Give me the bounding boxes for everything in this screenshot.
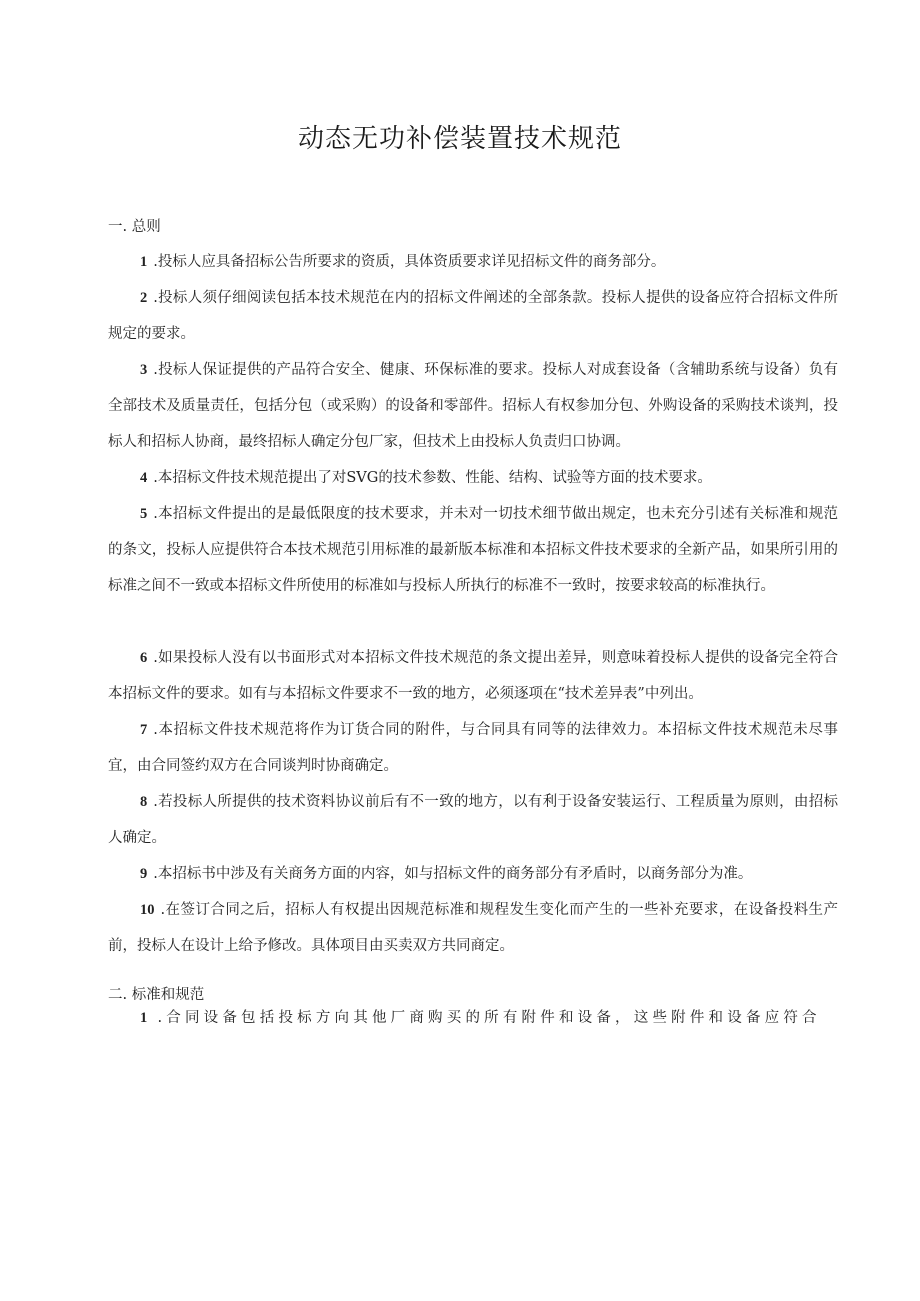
clause-number: 2	[140, 290, 148, 306]
clause-6	[108, 640, 838, 712]
clause-text: .投标人保证提供的产品符合安全、健康、环保标准的要求。投标人对成套设备（含辅助系统与设备）负有全部技术及质量责任，包括分包（或采购）的设备和零部件。招标人有权参加分包、外购设备的采购技术谈判，投标人和招标人协商，最终招标人确定分包厂家，但技术上由投标人负责归口协调。	[108, 362, 838, 450]
clause-text: .本招标文件提出的是最低限度的技术要求，并未对一切技术细节做出规定，也未充分引述有关标准和规范的条文，投标人应提供符合本技术规范引用标准的最新版本标准和本招标文件技术要求的全新产品，如果所引用的标准之间不一致或本招标文件所使用的标准如与投标人所执行的标准不一致时，按要求较高的标准执行。	[108, 506, 838, 594]
clause-7	[108, 712, 838, 784]
clause-number: 6	[140, 650, 148, 666]
clause-number: 9	[140, 866, 148, 882]
clause-text: .合同设备包括投标方向其他厂商购买的所有附件和设备，这些附件和设备应符合	[157, 1010, 821, 1026]
clause-9	[108, 856, 838, 892]
clause-number: 1	[140, 1010, 152, 1026]
clause-text: .投标人应具备招标公告所要求的资质，具体资质要求详见招标文件的商务部分。	[153, 254, 666, 270]
clause-text: .本招标文件技术规范提出了对SVG的技术参数、性能、结构、试验等方面的技术要求。	[153, 470, 712, 486]
clause-8	[108, 784, 838, 856]
clause-1	[108, 244, 838, 280]
section-heading-standards: 二. 标准和规范	[108, 987, 205, 1003]
section-heading-general: 一. 总则	[108, 219, 161, 235]
clause-number: 7	[140, 722, 148, 738]
clause-3	[108, 352, 838, 460]
clause-text: .本招标书中涉及有关商务方面的内容，如与招标文件的商务部分有矛盾时，以商务部分为准。	[153, 866, 753, 882]
clause-10	[108, 892, 838, 964]
standards-clause-1	[108, 1000, 838, 1036]
clause-number: 5	[140, 506, 148, 522]
clause-number: 4	[140, 470, 148, 486]
clause-4	[108, 460, 838, 496]
clause-number: 3	[140, 362, 148, 378]
clause-number: 10	[140, 902, 155, 918]
clause-number: 8	[140, 794, 148, 810]
clause-2	[108, 280, 838, 352]
clause-5	[108, 496, 838, 604]
clause-number: 1	[140, 254, 148, 270]
clause-text: .如果投标人没有以书面形式对本招标文件技术规范的条文提出差异，则意味着投标人提供的设备完全符合本招标文件的要求。如有与本招标文件要求不一致的地方，必须逐项在“技术差异表”中列出。	[108, 650, 838, 702]
page-title: 动态无功补偿装置技术规范	[297, 124, 622, 154]
clause-text: .本招标文件技术规范将作为订货合同的附件，与合同具有同等的法律效力。本招标文件技术规范未尽事宜，由合同签约双方在合同谈判时协商确定。	[108, 722, 838, 774]
clause-text: .在签订合同之后，招标人有权提出因规范标准和规程发生变化而产生的一些补充要求，在设备投料生产前，投标人在设计上给予修改。具体项目由买卖双方共同商定。	[108, 902, 838, 954]
clause-text: .投标人须仔细阅读包括本技术规范在内的招标文件阐述的全部条款。投标人提供的设备应符合招标文件所规定的要求。	[108, 290, 838, 342]
clause-text: .若投标人所提供的技术资料协议前后有不一致的地方，以有利于设备安装运行、工程质量为原则，由招标人确定。	[108, 794, 838, 846]
